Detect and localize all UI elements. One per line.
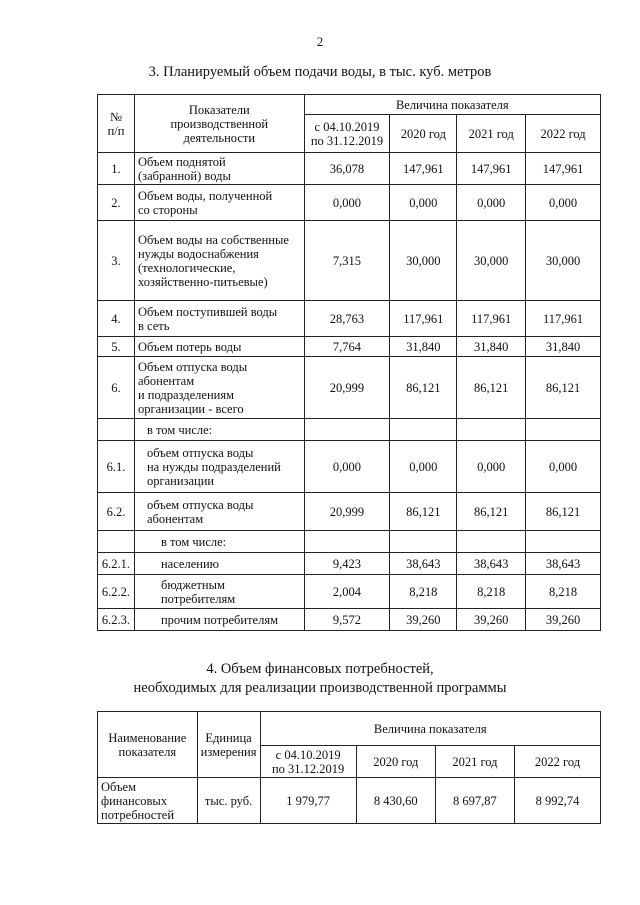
row-num: 6.2.: [98, 493, 135, 531]
row-value: 31,840: [457, 337, 526, 357]
row-value: 86,121: [526, 493, 601, 531]
table-row: [98, 575, 601, 609]
row-value: 86,121: [526, 357, 601, 419]
row-unit: тыс. руб.: [197, 778, 260, 824]
row-value: [304, 419, 390, 441]
row-label: объем отпуска воды на нужды подразделений организации: [134, 441, 304, 493]
row-value: 9,572: [304, 609, 390, 631]
row-value: 8,218: [457, 575, 526, 609]
row-value: 0,000: [390, 441, 457, 493]
row-value: 117,961: [390, 301, 457, 337]
row-value: 147,961: [526, 153, 601, 185]
row-num: [98, 419, 135, 441]
table-row: [98, 778, 601, 824]
table-row: [98, 153, 601, 185]
section4-title-line1: 4. Объем финансовых потребностей,: [206, 661, 434, 677]
table-row: [98, 301, 601, 337]
header-indicator: Показатели производственной деятельности: [134, 95, 304, 153]
table-row: [98, 553, 601, 575]
row-label: объем отпуска воды абонентам: [134, 493, 304, 531]
row-label: населению: [134, 553, 304, 575]
header-period: с 04.10.2019 по 31.12.2019: [304, 115, 390, 153]
row-value: 0,000: [304, 441, 390, 493]
row-label: в том числе:: [134, 531, 304, 553]
header-period: 2021 год: [457, 115, 526, 153]
header-period: 2022 год: [526, 115, 601, 153]
table-row: [98, 419, 601, 441]
header-num: № п/п: [98, 95, 135, 153]
row-num: 6.1.: [98, 441, 135, 493]
row-value: 20,999: [304, 493, 390, 531]
row-num: 6.: [98, 357, 135, 419]
row-value: [390, 531, 457, 553]
row-value: 147,961: [457, 153, 526, 185]
header-value-group: Величина показателя: [260, 712, 601, 746]
row-num: 2.: [98, 185, 135, 221]
row-name: Объем финансовых потребностей: [98, 778, 198, 824]
row-value: 8,218: [526, 575, 601, 609]
row-value: 0,000: [304, 185, 390, 221]
row-value: 8 430,60: [356, 778, 435, 824]
row-value: 86,121: [457, 357, 526, 419]
row-value: [526, 419, 601, 441]
row-value: 117,961: [526, 301, 601, 337]
header-period: 2021 год: [435, 746, 514, 778]
table-row: [98, 609, 601, 631]
row-num: [98, 531, 135, 553]
header-value-group: Величина показателя: [304, 95, 600, 115]
row-value: 36,078: [304, 153, 390, 185]
row-value: [390, 419, 457, 441]
row-value: 2,004: [304, 575, 390, 609]
row-value: 86,121: [457, 493, 526, 531]
row-value: 0,000: [390, 185, 457, 221]
row-value: 30,000: [457, 221, 526, 301]
row-label: прочим потребителям: [134, 609, 304, 631]
header-period: с 04.10.2019 по 31.12.2019: [260, 746, 356, 778]
table-row: [98, 531, 601, 553]
row-num: 6.2.2.: [98, 575, 135, 609]
section4-title: [0, 660, 640, 698]
row-label: Объем поступившей воды в сеть: [134, 301, 304, 337]
water-supply-table: [97, 94, 601, 631]
row-label: Объем воды, полученной со стороны: [134, 185, 304, 221]
row-value: [457, 419, 526, 441]
row-value: 9,423: [304, 553, 390, 575]
row-value: 30,000: [526, 221, 601, 301]
row-value: 117,961: [457, 301, 526, 337]
header-unit: Единица измерения: [197, 712, 260, 778]
row-num: 3.: [98, 221, 135, 301]
row-value: 39,260: [390, 609, 457, 631]
row-label: Объем поднятой (забранной) воды: [134, 153, 304, 185]
row-value: 38,643: [390, 553, 457, 575]
header-period: 2022 год: [514, 746, 600, 778]
financial-needs-table: [97, 711, 601, 824]
row-value: 39,260: [526, 609, 601, 631]
row-num: 6.2.1.: [98, 553, 135, 575]
row-value: [526, 531, 601, 553]
table-row: [98, 221, 601, 301]
row-value: 38,643: [526, 553, 601, 575]
row-value: 7,315: [304, 221, 390, 301]
row-value: 0,000: [457, 185, 526, 221]
row-value: 86,121: [390, 493, 457, 531]
row-value: 38,643: [457, 553, 526, 575]
row-value: 20,999: [304, 357, 390, 419]
table-row: [98, 493, 601, 531]
row-value: 7,764: [304, 337, 390, 357]
row-value: 0,000: [526, 185, 601, 221]
table-row: [98, 337, 601, 357]
row-num: 6.2.3.: [98, 609, 135, 631]
row-value: 0,000: [457, 441, 526, 493]
row-value: 8 992,74: [514, 778, 600, 824]
row-value: 39,260: [457, 609, 526, 631]
table-row: [98, 185, 601, 221]
header-name: Наименование показателя: [98, 712, 198, 778]
row-value: 8 697,87: [435, 778, 514, 824]
header-period: 2020 год: [356, 746, 435, 778]
row-num: 1.: [98, 153, 135, 185]
row-value: 8,218: [390, 575, 457, 609]
row-value: [457, 531, 526, 553]
row-value: 31,840: [526, 337, 601, 357]
section4-title-line2: необходимых для реализации производственной программы: [133, 680, 507, 696]
row-value: 28,763: [304, 301, 390, 337]
row-label: Объем потерь воды: [134, 337, 304, 357]
row-value: 0,000: [526, 441, 601, 493]
row-num: 4.: [98, 301, 135, 337]
row-value: 30,000: [390, 221, 457, 301]
row-label: бюджетным потребителям: [134, 575, 304, 609]
row-label: Объем отпуска воды абонентам и подразделениям организации - всего: [134, 357, 304, 419]
row-label: в том числе:: [134, 419, 304, 441]
row-value: 86,121: [390, 357, 457, 419]
row-value: [304, 531, 390, 553]
row-value: 31,840: [390, 337, 457, 357]
page-number: 2: [316, 34, 324, 49]
table-row: [98, 357, 601, 419]
header-period: 2020 год: [390, 115, 457, 153]
row-num: 5.: [98, 337, 135, 357]
table-row: [98, 441, 601, 493]
section3-title: 3. Планируемый объем подачи воды, в тыс. куб. метров: [148, 64, 492, 80]
row-value: 147,961: [390, 153, 457, 185]
row-value: 1 979,77: [260, 778, 356, 824]
row-label: Объем воды на собственные нужды водоснабжения (технологические, хозяйственно-питьевые): [134, 221, 304, 301]
